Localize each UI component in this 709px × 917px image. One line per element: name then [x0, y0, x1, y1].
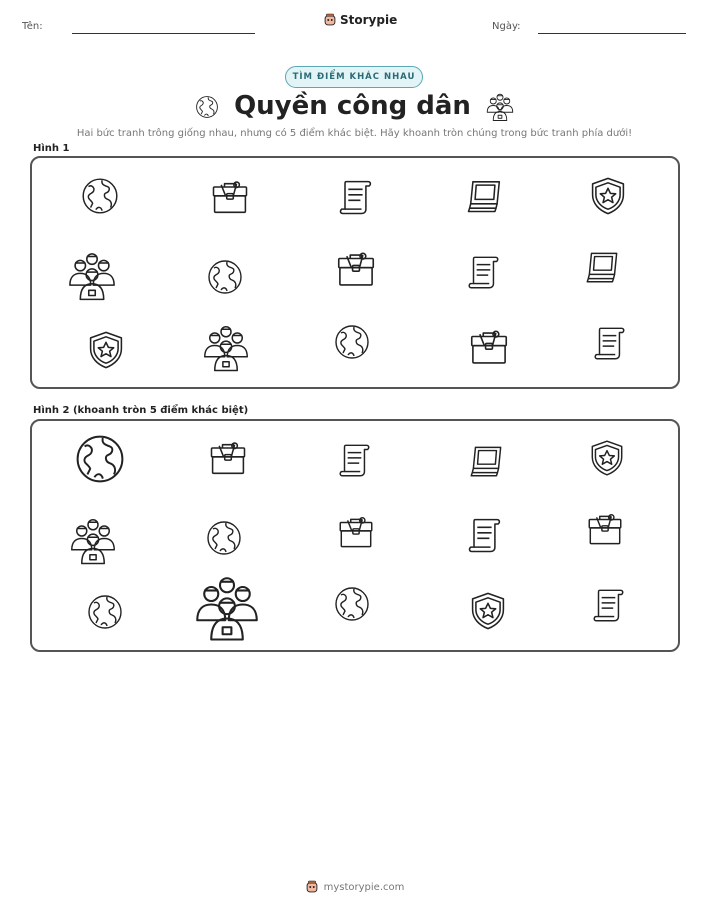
toolbox-icon[interactable]	[206, 437, 250, 481]
book-icon[interactable]	[466, 439, 508, 481]
scroll-icon[interactable]	[463, 513, 507, 557]
people-group-icon[interactable]	[66, 250, 118, 302]
shield-star-icon[interactable]	[586, 437, 628, 479]
picture1-label: Hình 1	[33, 143, 70, 154]
globe-icon[interactable]	[204, 518, 244, 558]
scroll-icon[interactable]	[463, 251, 505, 293]
book-icon[interactable]	[582, 245, 624, 287]
toolbox-icon[interactable]	[335, 512, 377, 554]
storypie-mascot-icon	[323, 13, 337, 27]
people-group-icon[interactable]	[68, 516, 118, 566]
shield-star-icon[interactable]	[84, 328, 128, 372]
toolbox-icon[interactable]	[208, 176, 252, 220]
brand-logo	[323, 13, 397, 27]
scroll-icon[interactable]	[588, 584, 630, 626]
name-label: Tên:	[22, 21, 43, 32]
book-icon[interactable]	[463, 173, 507, 217]
globe-icon	[194, 94, 220, 120]
shield-star-icon[interactable]	[466, 589, 510, 633]
toolbox-icon[interactable]	[584, 509, 626, 551]
globe-icon[interactable]	[332, 584, 372, 624]
storypie-mascot-icon	[305, 880, 319, 894]
people-group-icon[interactable]	[192, 573, 262, 643]
picture2-label: Hình 2 (khoanh tròn 5 điểm khác biệt)	[33, 405, 249, 416]
toolbox-icon[interactable]	[466, 325, 512, 371]
brand-name: Storypie	[340, 13, 398, 27]
instructions: Hai bức tranh trông giống nhau, nhưng có 5 điểm khác biệt. Hãy khoanh tròn chúng trong bức tranh phía dưới!	[76, 128, 633, 139]
people-group-icon	[485, 92, 515, 122]
page-title-text: Quyền công dân	[234, 91, 471, 121]
people-group-icon[interactable]	[201, 323, 251, 373]
toolbox-icon[interactable]	[333, 247, 379, 293]
globe-icon[interactable]	[205, 257, 245, 297]
page-title	[0, 91, 709, 122]
name-input-line[interactable]	[72, 33, 255, 34]
activity-type-badge: TÌM ĐIỂM KHÁC NHAU	[285, 66, 423, 88]
globe-icon[interactable]	[79, 175, 121, 217]
shield-star-icon[interactable]	[586, 174, 630, 218]
scroll-icon[interactable]	[334, 175, 378, 219]
globe-icon[interactable]	[72, 431, 128, 487]
scroll-icon[interactable]	[589, 322, 631, 364]
date-label: Ngày:	[492, 21, 521, 32]
footer-url[interactable]: mystorypie.com	[323, 881, 405, 893]
globe-icon[interactable]	[85, 592, 125, 632]
scroll-icon[interactable]	[334, 439, 376, 481]
globe-icon[interactable]	[332, 322, 372, 362]
date-input-line[interactable]	[538, 33, 686, 34]
footer	[0, 880, 709, 894]
